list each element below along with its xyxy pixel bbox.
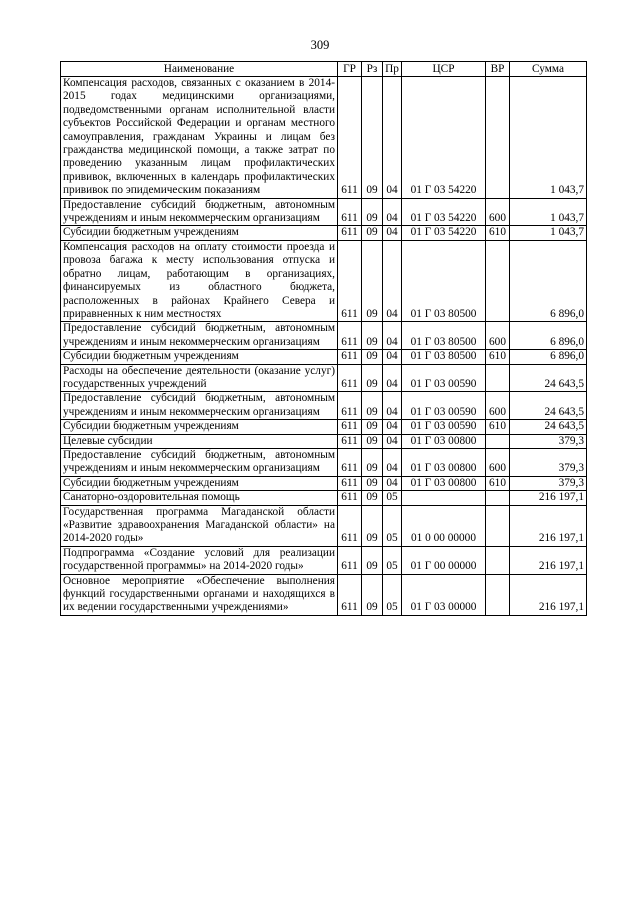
cell-vr: 610 <box>486 420 510 434</box>
cell-name: Субсидии бюджетным учреждениям <box>61 226 338 240</box>
cell-sum: 216 197,1 <box>510 505 587 546</box>
cell-rz: 09 <box>362 434 383 448</box>
cell-name: Подпрограмма «Создание условий для реализации государственной программы» на 2014-2020 годы» <box>61 546 338 574</box>
table-row <box>61 392 587 420</box>
cell-pr: 04 <box>383 364 402 392</box>
cell-pr: 04 <box>383 434 402 448</box>
cell-rz: 09 <box>362 240 383 321</box>
table-row <box>61 505 587 546</box>
cell-pr: 04 <box>383 240 402 321</box>
cell-pr: 05 <box>383 505 402 546</box>
cell-rz: 09 <box>362 364 383 392</box>
cell-pr: 04 <box>383 77 402 199</box>
cell-sum: 24 643,5 <box>510 392 587 420</box>
header-sum: Сумма <box>510 62 587 77</box>
table-row <box>61 226 587 240</box>
table-row <box>61 77 587 199</box>
cell-name: Предоставление субсидий бюджетным, автономным учреждениям и иным некоммерческим организациям <box>61 322 338 350</box>
cell-gr: 611 <box>338 574 362 615</box>
cell-sum: 216 197,1 <box>510 574 587 615</box>
cell-gr: 611 <box>338 434 362 448</box>
cell-sum: 379,3 <box>510 448 587 476</box>
page-number: 309 <box>310 38 330 52</box>
cell-rz: 09 <box>362 420 383 434</box>
cell-sum: 1 043,7 <box>510 77 587 199</box>
cell-rz: 09 <box>362 77 383 199</box>
table-row <box>61 322 587 350</box>
cell-vr: 600 <box>486 322 510 350</box>
cell-name: Санаторно-оздоровительная помощь <box>61 491 338 505</box>
cell-name: Целевые субсидии <box>61 434 338 448</box>
cell-csr: 01 0 00 00000 <box>402 505 486 546</box>
cell-pr: 04 <box>383 198 402 226</box>
cell-sum: 6 896,0 <box>510 322 587 350</box>
cell-rz: 09 <box>362 226 383 240</box>
cell-csr: 01 Г 03 00590 <box>402 420 486 434</box>
cell-csr: 01 Г 03 00800 <box>402 434 486 448</box>
cell-csr <box>402 491 486 505</box>
cell-sum: 6 896,0 <box>510 350 587 364</box>
cell-csr: 01 Г 03 00590 <box>402 392 486 420</box>
cell-sum: 1 043,7 <box>510 198 587 226</box>
cell-pr: 05 <box>383 574 402 615</box>
cell-gr: 611 <box>338 77 362 199</box>
table-row <box>61 574 587 615</box>
header-name: Наименование <box>61 62 338 77</box>
cell-csr: 01 Г 03 80500 <box>402 350 486 364</box>
cell-vr: 610 <box>486 226 510 240</box>
cell-rz: 09 <box>362 198 383 226</box>
cell-name: Предоставление субсидий бюджетным, автономным учреждениям и иным некоммерческим организациям <box>61 448 338 476</box>
cell-vr <box>486 491 510 505</box>
cell-sum: 24 643,5 <box>510 364 587 392</box>
cell-name: Государственная программа Магаданской области «Развитие здравоохранения Магаданской области» на 2014-2020 годы» <box>61 505 338 546</box>
cell-vr <box>486 77 510 199</box>
cell-pr: 05 <box>383 546 402 574</box>
cell-name: Субсидии бюджетным учреждениям <box>61 350 338 364</box>
cell-sum: 24 643,5 <box>510 420 587 434</box>
cell-gr: 611 <box>338 240 362 321</box>
cell-vr: 610 <box>486 476 510 490</box>
table-row <box>61 434 587 448</box>
table-row <box>61 476 587 490</box>
cell-sum: 379,3 <box>510 434 587 448</box>
cell-gr: 611 <box>338 392 362 420</box>
cell-vr <box>486 505 510 546</box>
table-row <box>61 420 587 434</box>
cell-pr: 04 <box>383 392 402 420</box>
cell-pr: 04 <box>383 350 402 364</box>
cell-sum: 1 043,7 <box>510 226 587 240</box>
cell-pr: 04 <box>383 322 402 350</box>
cell-pr: 04 <box>383 420 402 434</box>
cell-gr: 611 <box>338 505 362 546</box>
cell-gr: 611 <box>338 364 362 392</box>
cell-gr: 611 <box>338 448 362 476</box>
cell-rz: 09 <box>362 574 383 615</box>
cell-csr: 01 Г 03 00000 <box>402 574 486 615</box>
cell-gr: 611 <box>338 322 362 350</box>
table-row <box>61 198 587 226</box>
cell-csr: 01 Г 03 80500 <box>402 322 486 350</box>
cell-pr: 05 <box>383 491 402 505</box>
cell-csr: 01 Г 03 54220 <box>402 198 486 226</box>
table-row <box>61 240 587 321</box>
cell-csr: 01 Г 03 80500 <box>402 240 486 321</box>
table-row <box>61 350 587 364</box>
cell-rz: 09 <box>362 392 383 420</box>
budget-table <box>60 61 587 616</box>
cell-name: Расходы на обеспечение деятельности (оказание услуг) государственных учреждений <box>61 364 338 392</box>
table-row <box>61 491 587 505</box>
cell-csr: 01 Г 00 00000 <box>402 546 486 574</box>
header-csr: ЦСР <box>402 62 486 77</box>
cell-sum: 6 896,0 <box>510 240 587 321</box>
cell-name: Основное мероприятие «Обеспечение выполнения функций государственными органами и находящихся в их ведении государственными учреждениями» <box>61 574 338 615</box>
cell-vr <box>486 574 510 615</box>
cell-rz: 09 <box>362 546 383 574</box>
cell-csr: 01 Г 03 00800 <box>402 448 486 476</box>
cell-gr: 611 <box>338 350 362 364</box>
cell-csr: 01 Г 03 00800 <box>402 476 486 490</box>
cell-rz: 09 <box>362 505 383 546</box>
cell-vr <box>486 240 510 321</box>
cell-name: Субсидии бюджетным учреждениям <box>61 476 338 490</box>
cell-gr: 611 <box>338 491 362 505</box>
cell-sum: 216 197,1 <box>510 491 587 505</box>
table-row <box>61 364 587 392</box>
cell-csr: 01 Г 03 54220 <box>402 77 486 199</box>
cell-sum: 379,3 <box>510 476 587 490</box>
cell-gr: 611 <box>338 226 362 240</box>
header-gr: ГР <box>338 62 362 77</box>
cell-gr: 611 <box>338 420 362 434</box>
table-body <box>61 77 587 616</box>
cell-vr: 600 <box>486 198 510 226</box>
cell-name: Компенсация расходов на оплату стоимости проезда и провоза багажа к месту использования отпуска и обратно лицам, работающим в организациях, финансируемых из областного бюджета, расположенных в районах Крайнего Севера и приравненных к ним местностях <box>61 240 338 321</box>
cell-gr: 611 <box>338 476 362 490</box>
cell-rz: 09 <box>362 476 383 490</box>
cell-name: Предоставление субсидий бюджетным, автономным учреждениям и иным некоммерческим организациям <box>61 392 338 420</box>
cell-pr: 04 <box>383 448 402 476</box>
cell-rz: 09 <box>362 350 383 364</box>
cell-vr: 600 <box>486 448 510 476</box>
cell-gr: 611 <box>338 546 362 574</box>
header-rz: Рз <box>362 62 383 77</box>
cell-vr: 610 <box>486 350 510 364</box>
cell-rz: 09 <box>362 448 383 476</box>
cell-vr <box>486 546 510 574</box>
cell-csr: 01 Г 03 00590 <box>402 364 486 392</box>
cell-name: Субсидии бюджетным учреждениям <box>61 420 338 434</box>
cell-pr: 04 <box>383 226 402 240</box>
table-header-row <box>61 62 587 77</box>
cell-name: Компенсация расходов, связанных с оказанием в 2014-2015 годах медицинскими организациями, подведомственными органам исполнительной власти субъектов Российской Федерации и органам местного самоуправления, гражданам Украины и лицам без гражданства медицинской помощи, а также затрат по проведению указанным лицам профилактических прививок, включенных в календарь профилактических прививок по эпидемическим показаниям <box>61 77 338 199</box>
cell-vr <box>486 434 510 448</box>
cell-vr: 600 <box>486 392 510 420</box>
table-row <box>61 448 587 476</box>
cell-name: Предоставление субсидий бюджетным, автономным учреждениям и иным некоммерческим организациям <box>61 198 338 226</box>
cell-sum: 216 197,1 <box>510 546 587 574</box>
cell-gr: 611 <box>338 198 362 226</box>
cell-pr: 04 <box>383 476 402 490</box>
cell-vr <box>486 364 510 392</box>
header-vr: ВР <box>486 62 510 77</box>
header-pr: Пр <box>383 62 402 77</box>
cell-rz: 09 <box>362 491 383 505</box>
table-row <box>61 546 587 574</box>
cell-rz: 09 <box>362 322 383 350</box>
cell-csr: 01 Г 03 54220 <box>402 226 486 240</box>
